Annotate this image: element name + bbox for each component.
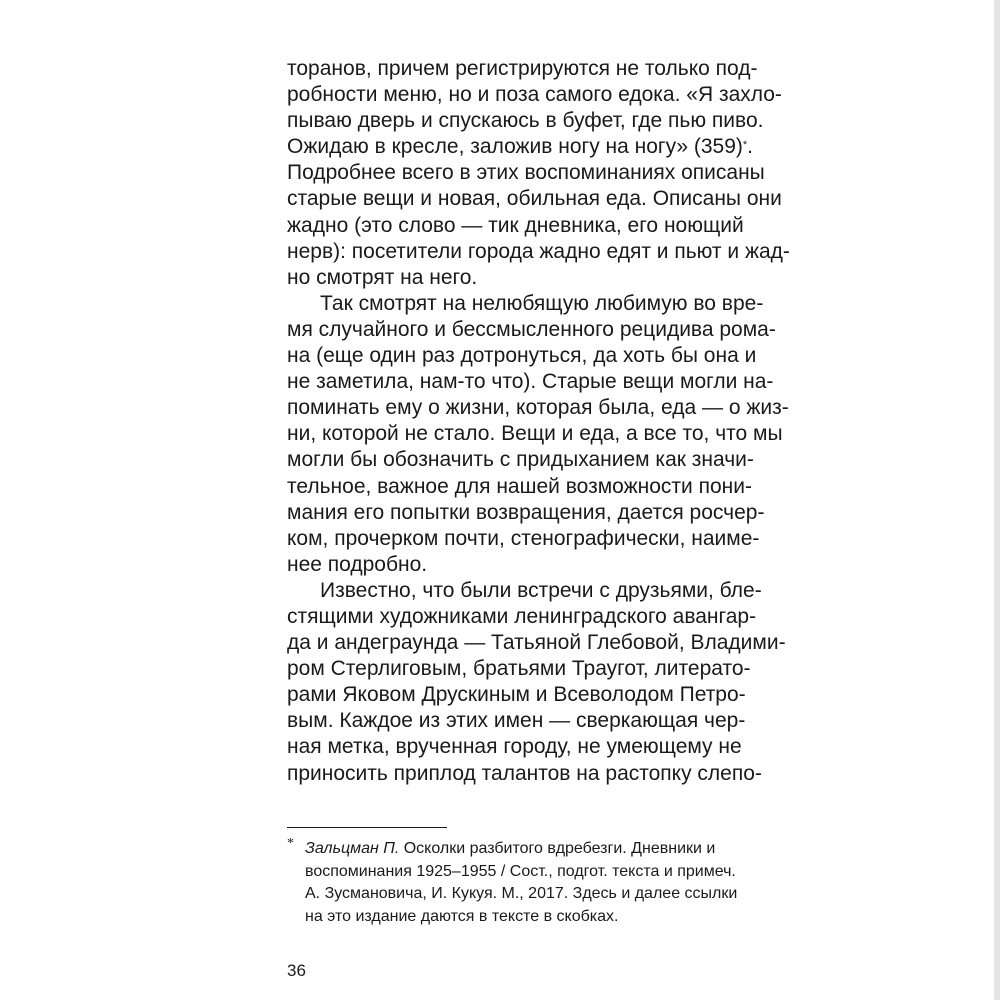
text-line: тельное, важное для нашей возможности пони- [287, 474, 752, 498]
text-line: стящими художниками ленинградского авангар- [287, 604, 757, 628]
text-line-with-footnote-ref: Ожидаю в кресле, заложив ногу на ногу» (359)*. [287, 135, 753, 159]
text-line: да и андеграунда — Татьяной Глебовой, Владими- [287, 631, 786, 655]
text-line: старые вещи и новая, обильная еда. Описаны они [287, 187, 782, 211]
footnote-author: Зальцман П. [305, 840, 400, 857]
text-line: но смотрят на него. [287, 265, 478, 289]
text-line: пываю дверь и спускаюсь в буфет, где пью пиво. [287, 109, 764, 133]
text-line: робности меню, но и поза самого едока. «Я захло- [287, 83, 782, 107]
text-line: жадно (это слово — тик дневника, его ноющий [287, 213, 744, 237]
text-line: поминать ему о жизни, которая была, еда — о жиз- [287, 396, 789, 420]
text-line: нее подробно. [287, 552, 428, 576]
footnote-line: воспоминания 1925–1955 / Сост., подгот. текста и примеч. [305, 862, 736, 880]
footnote-line: А. Зусмановича, И. Кукуя. М., 2017. Здесь и далее ссылки [305, 885, 738, 902]
text-line: ком, прочерком почти, стенографически, наиме- [287, 526, 760, 550]
text-line: Подробнее всего в этих воспоминаниях описаны [287, 161, 765, 185]
text-line-content: Ожидаю в кресле, заложив ногу на ногу» (359) [287, 135, 743, 159]
footnote-reference: * [742, 139, 748, 152]
text-line: мания его попытки возвращения, дается росчер- [287, 500, 765, 524]
text-line: Так смотрят на нелюбящую любимую во вре- [320, 291, 764, 315]
text-line: вым. Каждое из этих имен — сверкающая чер- [287, 709, 746, 733]
footnote-line: на это издание даются в тексте в скобках. [305, 907, 619, 925]
text-line: приносить приплод талантов на растопку слепо- [287, 761, 762, 785]
page-number: 36 [287, 961, 306, 980]
text-line: ром Стерлиговым, братьями Траугот, литерато- [287, 657, 751, 681]
footnote-marker: * [287, 836, 294, 851]
text-line: мя случайного и бессмысленного рецидива рома- [287, 317, 776, 341]
text-line: могли бы обозначить с придыханием как значи- [287, 448, 754, 472]
text-line: рами Яковом Друскиным и Всеволодом Петро- [287, 683, 746, 707]
footnote-title: Осколки разбитого вдребезги. Дневники и [399, 840, 716, 857]
text-line: на (еще один раз дотронуться, да хоть бы она и [287, 344, 757, 368]
footnote [287, 838, 737, 928]
page-edge [994, 0, 1000, 1000]
footnote-divider [287, 827, 447, 828]
text-line: ная метка, врученная городу, не умеющему не [287, 735, 742, 759]
text-line: торанов, причем регистрируются не только под- [287, 57, 758, 80]
text-line: ни, которой не стало. Вещи и еда, а все то, что мы [287, 422, 783, 446]
text-line: нерв): посетители города жадно едят и пьют и жад- [287, 239, 790, 263]
text-line: не заметила, нам-то что). Старые вещи могли на- [287, 370, 774, 394]
footnote-line [287, 838, 737, 861]
body-text [287, 56, 790, 787]
text-line: Известно, что были встречи с друзьями, бле- [320, 578, 762, 602]
